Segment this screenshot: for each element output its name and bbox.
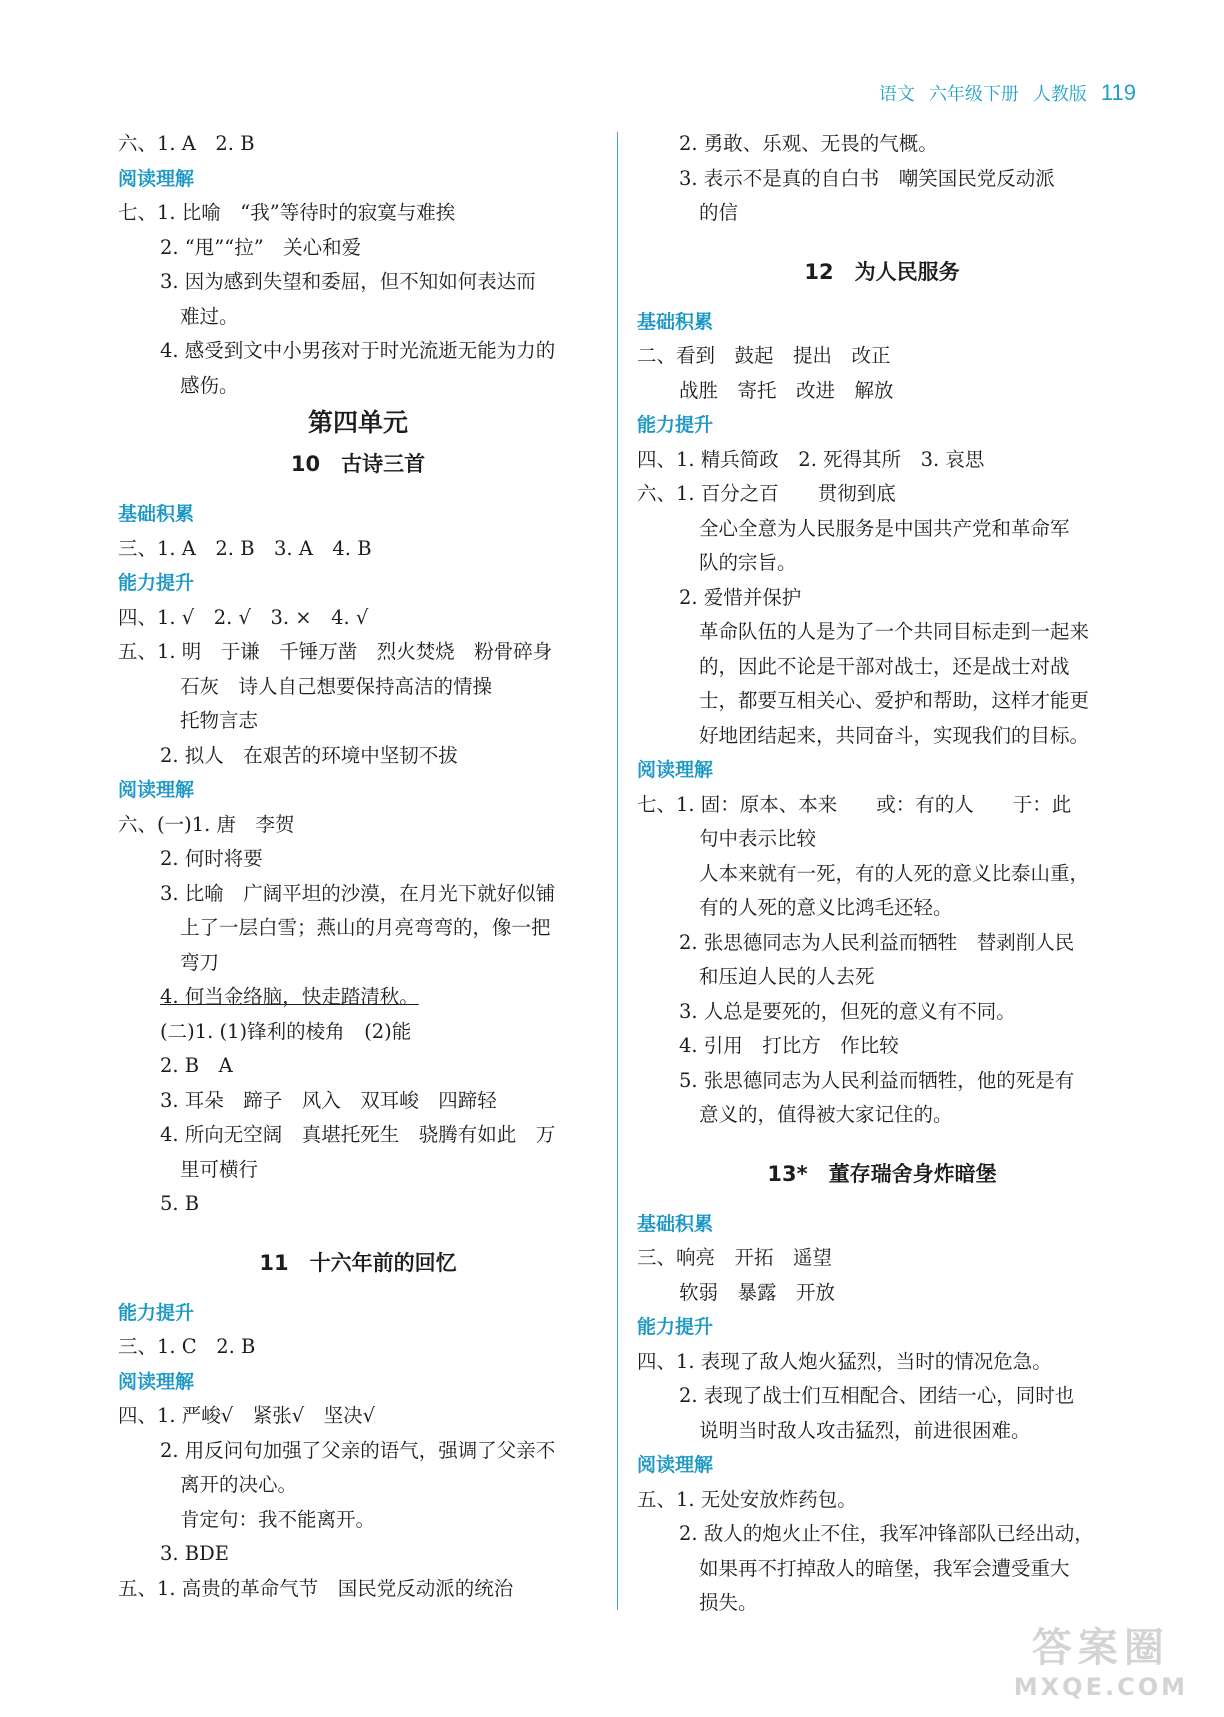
- answer-line: 说明当时敌人攻击猛烈，前进很困难。: [699, 1418, 1031, 1442]
- answer-line: 意义的，值得被大家记住的。: [699, 1103, 953, 1126]
- answer-line: 上了一层白雪；燕山的月亮弯弯的，像一把: [180, 916, 551, 939]
- answer-line: 弯刀: [180, 950, 220, 974]
- answer-line: 3. 人总是要死的，但死的意义有不同。: [679, 999, 1016, 1023]
- answer-line: 2. 张思德同志为人民利益而牺牲 替剥削人民: [679, 930, 1075, 954]
- answer-line: 和压迫人民的人去死: [699, 965, 875, 988]
- answer-line: 2. 敌人的炮火止不住，我军冲锋部队已经出动，: [679, 1522, 1094, 1545]
- header-grade: 六年级下册: [928, 84, 1019, 105]
- answer-line: 3. 耳朵 蹄子 风入 双耳峻 四蹄轻: [160, 1088, 497, 1112]
- section-heading: 基础积累: [637, 310, 714, 333]
- answer-line: 4. 引用 打比方 作比较: [679, 1034, 899, 1057]
- answer-line: 队的宗旨。: [699, 551, 797, 574]
- section-heading: 基础积累: [637, 1212, 714, 1235]
- lesson-title: 12 为人民服务: [804, 259, 960, 284]
- page-header: [879, 80, 1136, 106]
- answer-line: 3. 因为感到失望和委屈，但不知如何表达而: [160, 270, 536, 293]
- header-subject: 语文: [878, 84, 915, 105]
- answer-line: 3. BDE: [160, 1542, 230, 1565]
- answer-line: 的，因此不论是干部对战士，还是战士对战: [699, 654, 1070, 678]
- section-heading: 能力提升: [637, 414, 714, 436]
- answer-line: 人本来就有一死，有的人死的意义比泰山重，: [699, 861, 1090, 885]
- answer-line: 托物言志: [180, 709, 259, 732]
- answer-line: 的信: [699, 201, 739, 224]
- answer-line: 4. 何当金络脑，快走踏清秋。: [160, 985, 419, 1008]
- answer-line: 2. 何时将要: [160, 847, 263, 870]
- answer-line: 六、1. 百分之百 贯彻到底: [637, 482, 896, 505]
- section-heading: 阅读理解: [118, 1370, 195, 1393]
- answer-line: 3. 表示不是真的自白书 嘲笑国民党反动派: [679, 166, 1055, 190]
- answer-line: 5. 张思德同志为人民利益而牺牲，他的死是有: [679, 1068, 1075, 1092]
- answer-line: 好地团结起来，共同奋斗，实现我们的目标。: [699, 723, 1090, 747]
- answer-line: 4. 感受到文中小男孩对于时光流逝无能为力的: [160, 339, 556, 362]
- lesson-title: 13* 董存瑞舍身炸暗堡: [767, 1161, 997, 1186]
- answer-line: 士，都要互相关心、爱护和帮助，这样才能更: [699, 689, 1090, 712]
- answer-line: 感伤。: [180, 373, 239, 397]
- page-number: 119: [1100, 80, 1136, 105]
- answer-line: 2. 用反问句加强了父亲的语气，强调了父亲不: [160, 1438, 556, 1462]
- section-heading: 阅读理解: [118, 167, 195, 190]
- answer-line: 革命队伍的人是为了一个共同目标走到一起来: [699, 620, 1090, 643]
- header-edition: 人教版: [1032, 84, 1087, 105]
- answer-line: 有的人死的意义比鸿毛还轻。: [699, 896, 953, 919]
- answer-line: 2. 爱惜并保护: [679, 585, 802, 609]
- answer-line: 三、1. A 2. B 3. A 4. B: [118, 536, 372, 560]
- section-heading: 阅读理解: [637, 1454, 714, 1476]
- answer-line: 2. 勇敢、乐观、无畏的气概。: [679, 132, 938, 155]
- answer-line: 离开的决心。: [180, 1473, 298, 1496]
- answer-line: 五、1. 高贵的革命气节 国民党反动派的统治: [118, 1576, 514, 1600]
- watermark-url: MXQE.COM: [1013, 1673, 1188, 1701]
- lesson-title: 10 古诗三首: [290, 452, 426, 476]
- answer-line: 四、1. 严峻√ 紧张√ 坚决√: [118, 1404, 376, 1427]
- answer-line: 石灰 诗人自己想要保持高洁的情操: [180, 674, 493, 698]
- section-heading: 阅读理解: [637, 759, 714, 781]
- answer-line: 战胜 寄托 改进 解放: [679, 378, 894, 402]
- answer-line: 四、1. 精兵简政 2. 死得其所 3. 哀思: [637, 447, 985, 471]
- answer-line: 2. B A: [160, 1054, 233, 1077]
- answer-line: 5. B: [160, 1192, 200, 1215]
- section-heading: 能力提升: [637, 1316, 714, 1338]
- answer-line: 句中表示比较: [699, 827, 817, 850]
- answer-line: 4. 所向无空阔 真堪托死生 骁腾有如此 万: [160, 1123, 556, 1146]
- answer-line: 六、1. A 2. B: [118, 132, 255, 155]
- answer-line: 难过。: [180, 304, 239, 328]
- section-heading: 能力提升: [118, 572, 195, 594]
- answer-line: 三、1. C 2. B: [118, 1335, 256, 1358]
- answer-line: 七、1. 比喻 “我”等待时的寂寞与难挨: [118, 201, 456, 224]
- left-column: [118, 127, 598, 1606]
- lesson-title: 11 十六年前的回忆: [259, 1250, 457, 1275]
- answer-line: 软弱 暴露 开放: [679, 1280, 836, 1304]
- answer-line: 六、(一)1. 唐 李贺: [118, 812, 295, 836]
- section-heading: 基础积累: [118, 503, 195, 525]
- answer-line: 三、响亮 开拓 遥望: [637, 1246, 833, 1269]
- answer-line: (二)1. (1)锋利的棱角 (2)能: [160, 1019, 412, 1043]
- answer-line: 四、1. √ 2. √ 3. × 4. √: [118, 605, 369, 629]
- section-heading: 能力提升: [118, 1301, 195, 1324]
- watermark-logo-text: 答案圈: [1031, 1625, 1170, 1671]
- answer-line: 全心全意为人民服务是中国共产党和革命军: [699, 516, 1070, 540]
- answer-line: 里可横行: [180, 1157, 259, 1181]
- unit-title: 第四单元: [307, 408, 408, 437]
- answer-line: 3. 比喻 广阔平坦的沙漠，在月光下就好似铺: [160, 881, 556, 905]
- answer-line: 肯定句：我不能离开。: [180, 1507, 376, 1531]
- answer-line: 四、1. 表现了敌人炮火猛烈，当时的情况危急。: [637, 1349, 1052, 1373]
- answer-line: 2. 拟人 在艰苦的环境中坚韧不拔: [160, 743, 458, 767]
- answer-line: 五、1. 无处安放炸药包。: [637, 1487, 857, 1511]
- section-heading: 阅读理解: [118, 779, 195, 801]
- right-column: [637, 127, 1127, 1621]
- answer-line: 损失。: [699, 1591, 758, 1614]
- column-divider: [617, 132, 618, 1610]
- answer-line: 如果再不打掉敌人的暗堡，我军会遭受重大: [699, 1556, 1070, 1580]
- watermark: [1014, 1616, 1188, 1701]
- answer-line: 五、1. 明 于谦 千锤万凿 烈火焚烧 粉骨碎身: [118, 640, 553, 663]
- answer-line: 2. 表现了战士们互相配合、团结一心，同时也: [679, 1384, 1075, 1407]
- answer-line: 七、1. 固：原本、本来 或：有的人 于：此: [637, 792, 1072, 816]
- answer-line: 二、看到 鼓起 提出 改正: [637, 344, 891, 367]
- answer-line: 2. “甩”“拉” 关心和爱: [160, 235, 362, 259]
